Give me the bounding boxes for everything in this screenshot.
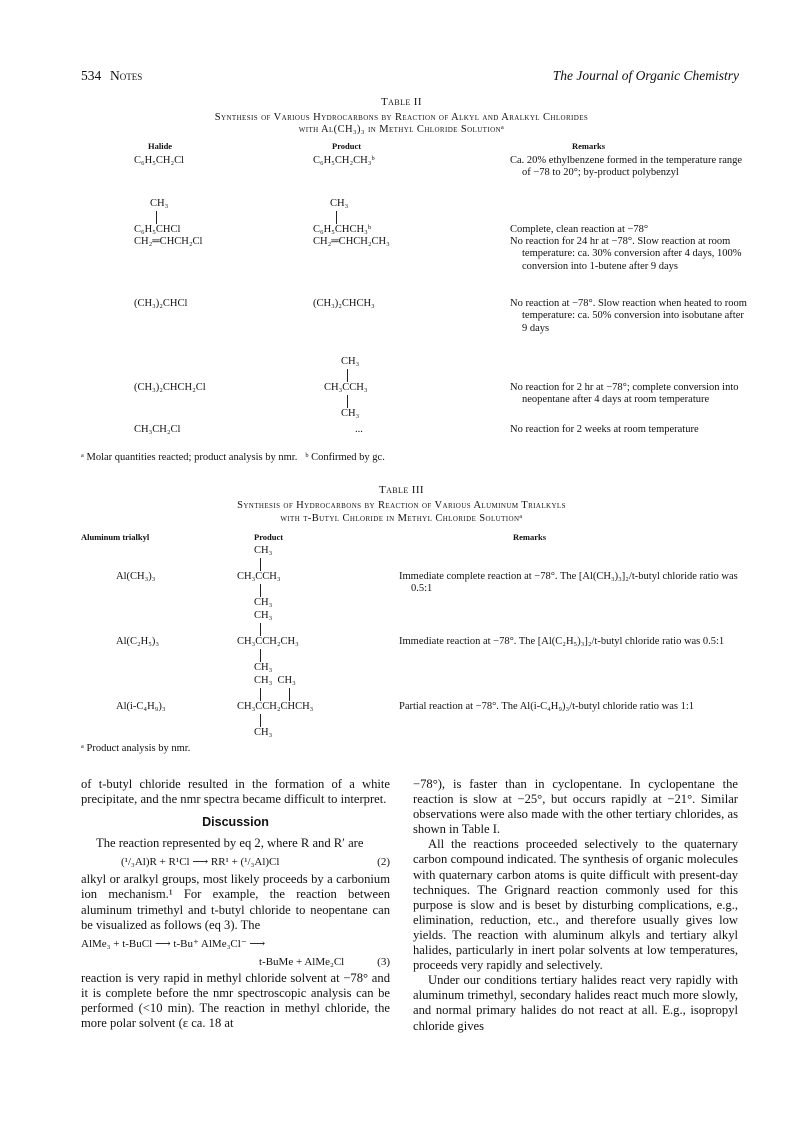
t3-r3-bond-top-2 bbox=[289, 688, 290, 701]
col-product: Product bbox=[332, 141, 362, 151]
t3-r3-product-bottom: CH₃ bbox=[254, 727, 273, 738]
col-remarks: Remarks bbox=[572, 141, 606, 151]
t2-r3-halide: CH₂═CHCH₂Cl bbox=[134, 236, 203, 247]
left-p4: reaction is very rapid in methyl chloride solvent at −78° and it is complete before the nmr spectroscopic analysis can be performed (<10 min). The reaction in methyl chloride, the more polar solvent (ε ca. 18 at bbox=[81, 970, 390, 1031]
t2-r4-halide: (CH₃)₂CHCl bbox=[134, 298, 188, 309]
t3-r1-bond-top bbox=[260, 558, 261, 571]
t2-r3-product: CH₂═CHCH₂CH₃ bbox=[313, 236, 390, 247]
t3-r2-bond-bottom bbox=[260, 649, 261, 662]
left-p3: alkyl or aralkyl groups, most likely proceeds by a carbonium ion mechanism.¹ For example, the reaction between aluminum trimethyl and t-butyl chloride to neopentane can be visualized as follows (eq 3). The bbox=[81, 872, 390, 932]
t2-r2-halide-bond bbox=[156, 211, 157, 224]
table-2-title-line2: with Al(CH₃)₃ in Methyl Chloride Solutionᵃ bbox=[298, 124, 505, 135]
t2-r5-halide: (CH₃)₂CHCH₂Cl bbox=[134, 382, 206, 393]
eq2-number: (2) bbox=[377, 856, 390, 869]
t3-r2-trialkyl: Al(C₂H₅)₃ bbox=[116, 636, 160, 647]
t3-r2-product-top: CH₃ bbox=[254, 610, 273, 621]
t2-r2-product: C₆H₅CHCH₃ᵇ bbox=[313, 224, 371, 235]
t2-r5-remarks: No reaction for 2 hr at −78°; complete conversion into neopentane after 4 days at room temperature bbox=[510, 382, 739, 406]
t3-r3-bond-top-1 bbox=[260, 688, 261, 701]
table-3-title-line2: with t-Butyl Chloride in Methyl Chloride Solutionᵃ bbox=[280, 513, 523, 524]
t2-r1-remarks: Ca. 20% ethylbenzene formed in the temperature range of −78 to 20°; by-product polybenzyl bbox=[510, 155, 743, 179]
t3-r1-trialkyl: Al(CH₃)₃ bbox=[116, 571, 156, 582]
t2-r2-halide: C₆H₅CHCl bbox=[134, 224, 181, 235]
t2-r6-product: ... bbox=[355, 424, 363, 435]
col-remarks-3: Remarks bbox=[513, 532, 547, 542]
left-p2: The reaction represented by eq 2, where R and R′ are bbox=[96, 836, 364, 851]
eq3-line2: t-BuMe + AlMe₂Cl bbox=[259, 955, 345, 968]
eq3-number: (3) bbox=[377, 955, 390, 968]
right-column bbox=[413, 777, 738, 1034]
t3-r3-trialkyl: Al(i-C₄H₉)₃ bbox=[116, 701, 166, 712]
t2-r5-bond-top bbox=[347, 369, 348, 382]
table-3-title-line1: Synthesis of Hydrocarbons by Reaction of Various Aluminum Trialkyls bbox=[237, 500, 566, 511]
t3-r2-bond-top bbox=[260, 623, 261, 636]
col-trialkyl: Aluminum trialkyl bbox=[81, 532, 150, 542]
col-halide: Halide bbox=[148, 141, 173, 151]
t3-r3-product-top: CH₃ CH₃ bbox=[254, 675, 296, 686]
left-column bbox=[81, 777, 390, 1031]
t3-r1-remarks: Immediate complete reaction at −78°. The [Al(CH₃)₃]₂/t-butyl chloride ratio was 0.5:1 bbox=[399, 571, 738, 595]
t2-r3-remarks: No reaction for 24 hr at −78°. Slow reaction at room temperature: ca. 30% conversion after 4 days, 100% conversion into 1-butene after 9 days bbox=[510, 236, 742, 272]
t3-r1-product: CH₃CCH₃ bbox=[237, 571, 281, 582]
journal-title: The Journal of Organic Chemistry bbox=[552, 68, 739, 83]
t2-r1-halide: C₆H₅CH₂Cl bbox=[134, 155, 185, 166]
right-p3: Under our conditions tertiary halides react very rapidly with aluminum trimethyl, secondary halides react much more slowly, and normal primary halides do not react at all. E.g., isopropyl chloride gives bbox=[413, 973, 738, 1033]
t3-r1-bond-bottom bbox=[260, 584, 261, 597]
eq3-line1: AlMe₃ + t-BuCl ⟶ t-Bu⁺ AlMe₃Cl⁻ ⟶ bbox=[81, 937, 266, 950]
equation-3 bbox=[81, 935, 390, 971]
section-name: Notes bbox=[110, 68, 143, 83]
t3-r1-product-top: CH₃ bbox=[254, 545, 273, 556]
right-p2: All the reactions proceeded selectively to the quaternary carbon compound indicated. The synthesis of organic molecules with quaternary carbon atoms is quite difficult with present-day techniques. The Grignard reaction commonly used for this purpose is slow and is beset by disturbing complications, e.g., elimination, reduction, etc., and therefore usually gives low yields. The reaction with aluminum alkyls and tertiary alkyl halides, particularly in inert polar solvents at low temperatures, proceeds very rapidly and selectively. bbox=[413, 837, 738, 973]
t2-r1-product: C₆H₅CH₂CH₃ᵇ bbox=[313, 155, 375, 166]
t2-r5-product-top: CH₃ bbox=[341, 356, 360, 367]
left-p1: of t-butyl chloride resulted in the formation of a white precipitate, and the nmr spectra became difficult to interpret. bbox=[81, 777, 390, 807]
t2-r2-product-sub: CH₃ bbox=[330, 198, 349, 209]
table-3-label: Table III bbox=[379, 484, 424, 496]
t2-r2-halide-sub: CH₃ bbox=[150, 198, 169, 209]
t3-r2-product: CH₃CCH₂CH₃ bbox=[237, 636, 299, 647]
table-3-footnote: ᵃ Product analysis by nmr. bbox=[81, 743, 191, 754]
t2-r6-remarks: No reaction for 2 weeks at room temperature bbox=[510, 424, 699, 435]
equation-2 bbox=[81, 853, 390, 872]
t3-r2-product-bottom: CH₃ bbox=[254, 662, 273, 673]
eq2-text: (¹/₃Al)R + R¹Cl ⟶ RR¹ + (¹/₃Al)Cl bbox=[121, 856, 280, 869]
table-2-title-line1: Synthesis of Various Hydrocarbons by Reaction of Alkyl and Aralkyl Chlorides bbox=[214, 112, 589, 123]
t2-r5-bond-bottom bbox=[347, 395, 348, 408]
table-2-footnote: ᵃ Molar quantities reacted; product analysis by nmr. ᵇ Confirmed by gc. bbox=[81, 452, 385, 463]
page-number: 534 bbox=[81, 68, 102, 83]
t3-r3-remarks: Partial reaction at −78°. The Al(i-C₄H₉)₃/t-butyl chloride ratio was 1:1 bbox=[399, 701, 695, 712]
t2-r4-remarks: No reaction at −78°. Slow reaction when heated to room temperature: ca. 50% conversion into isobutane after 9 days bbox=[510, 298, 747, 334]
t2-r5-product-bottom: CH₃ bbox=[341, 408, 360, 419]
discussion-heading: Discussion bbox=[202, 815, 269, 830]
t2-r2-remarks: Complete, clean reaction at −78° bbox=[510, 224, 649, 235]
t3-r3-bond-bottom bbox=[260, 714, 261, 727]
right-p1: −78°), is faster than in cyclopentane. In cyclopentane the reaction is slow at −25°, but occurs rapidly at −21°. Similar observations were also made with the other tertiary chlorides, as shown in Table I. bbox=[413, 777, 738, 837]
t3-r3-product: CH₃CCH₂CHCH₃ bbox=[237, 701, 314, 712]
t2-r4-product: (CH₃)₂CHCH₃ bbox=[313, 298, 375, 309]
col-product-3: Product bbox=[254, 532, 284, 542]
table-2-label: Table II bbox=[381, 96, 422, 108]
t2-r5-product: CH₃CCH₃ bbox=[324, 382, 368, 393]
t2-r6-halide: CH₃CH₂Cl bbox=[134, 424, 181, 435]
t3-r1-product-bottom: CH₃ bbox=[254, 597, 273, 608]
t3-r2-remarks: Immediate reaction at −78°. The [Al(C₂H₅)₃]₂/t-butyl chloride ratio was 0.5:1 bbox=[399, 636, 725, 647]
t2-r2-product-bond bbox=[336, 211, 337, 224]
